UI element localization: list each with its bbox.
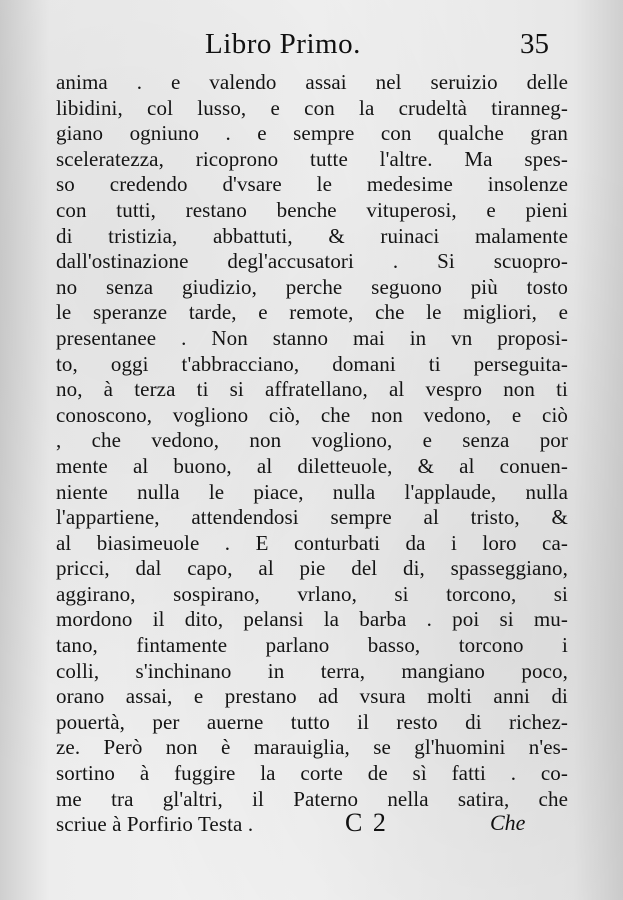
text-line: ze. Però non è marauiglia, se gl'huomini n'es- [56, 735, 568, 760]
text-line: di tristizia, abbattuti, & ruinaci malamente [56, 223, 568, 248]
text-line: al biasimeuole . E conturbati da i loro ca- [56, 530, 568, 555]
text-line: anima . e valendo assai nel seruizio delle [56, 70, 568, 94]
text-line: tano, fintamente parlano basso, torcono i [56, 633, 568, 658]
signature-mark: C 2 [345, 808, 388, 837]
text-line: no, à terza ti si affratellano, al vespro non ti [56, 377, 568, 402]
text-line: pouertà, per auerne tutto il resto di richez- [56, 709, 568, 734]
text-line: sceleratezza, ricoprono tutte l'altre. Ma spes- [56, 146, 568, 171]
text-line: colli, s'inchinano in terra, mangiano poco, [56, 658, 568, 683]
text-line: l'appartiene, attendendosi sempre al tristo, & [56, 505, 568, 530]
text-line: so credendo d'vsare le medesime insolenze [56, 172, 568, 197]
text-line: presentanee . Non stanno mai in vn proposi- [56, 325, 568, 350]
text-line: to, oggi t'abbracciano, domani ti perseguita- [56, 351, 568, 376]
text-line: conoscono, vogliono ciò, che non vedono, e ciò [56, 402, 568, 427]
text-line: dall'ostinazione degl'accusatori . Si scuopro- [56, 249, 568, 274]
catchword: Che [490, 810, 526, 835]
text-line: niente nulla le piace, nulla l'applaude, nulla [56, 479, 568, 504]
text-line: sortino à fuggire la corte de sì fatti . co- [56, 761, 568, 786]
body-text [56, 70, 568, 838]
page-footer [0, 808, 623, 848]
text-line: con tutti, restano benche vituperosi, e pieni [56, 197, 568, 222]
text-line: libidini, col lusso, e con la crudeltà tiranneg- [56, 95, 568, 120]
text-line: me tra gl'altri, il Paterno nella satira, che [56, 786, 568, 811]
text-line: orano assai, e prestano ad vsura molti anni di [56, 684, 568, 709]
page-number: 35 [520, 28, 549, 60]
text-line: scriue à Porfirio Testa . [56, 812, 254, 837]
text-line: giano ogniuno . e sempre con qualche gran [56, 121, 568, 146]
text-line: , che vedono, non vogliono, e senza por [56, 428, 568, 453]
text-line: mente al buono, al diletteuole, & al conuen- [56, 453, 568, 478]
text-line: le speranze tarde, e remote, che le migliori, e [56, 300, 568, 325]
text-line: pricci, dal capo, al pie del di, spasseggiano, [56, 556, 568, 581]
text-line: mordono il dito, pelansi la barba . poi si mu- [56, 607, 568, 632]
text-line: aggirano, sospirano, vrlano, si torcono, si [56, 581, 568, 606]
text-line: no senza giudizio, perche seguono più tosto [56, 274, 568, 299]
running-title: Libro Primo. [205, 28, 361, 60]
page-header [0, 28, 623, 68]
